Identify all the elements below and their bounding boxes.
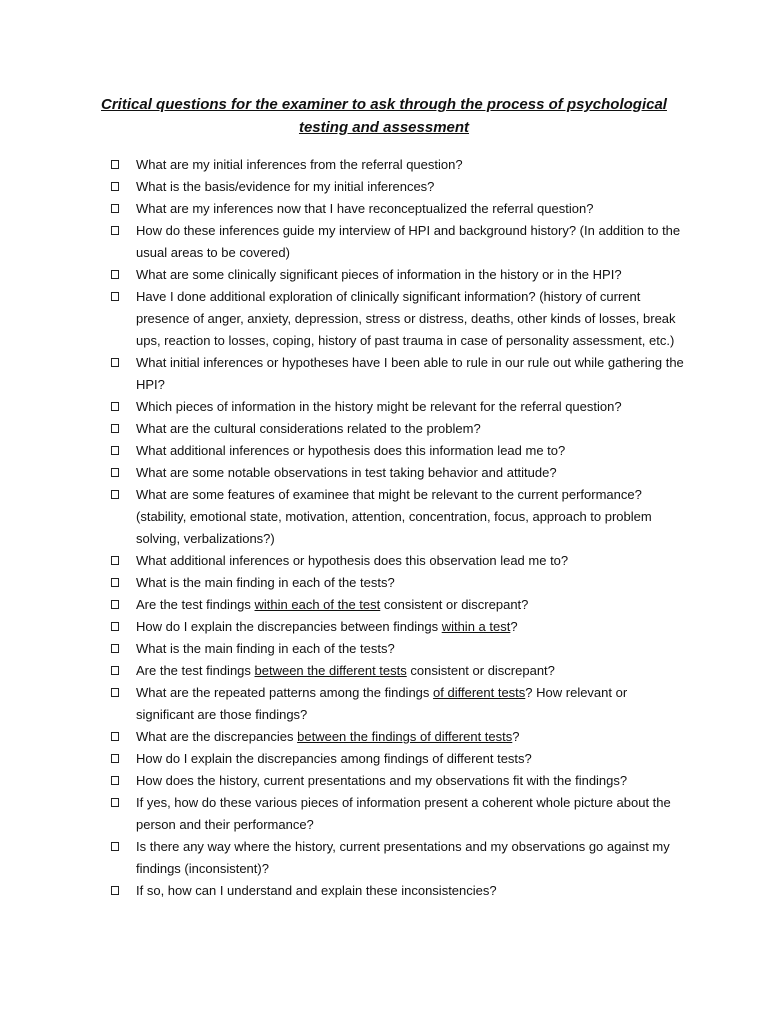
checkbox-icon bbox=[111, 556, 119, 565]
checkbox-icon bbox=[111, 468, 119, 477]
checkbox-icon bbox=[111, 270, 119, 279]
checkbox-icon bbox=[111, 226, 119, 235]
checkbox-icon bbox=[111, 688, 119, 697]
checklist-item bbox=[0, 264, 768, 286]
checklist-item bbox=[0, 660, 768, 682]
checkbox-icon bbox=[111, 622, 119, 631]
item-text-segment: If yes, how do these various pieces of information present a coherent whole picture about the person and their performance? bbox=[136, 795, 671, 832]
item-text-segment: How do I explain the discrepancies among findings of different tests? bbox=[136, 751, 532, 766]
checklist-item bbox=[0, 836, 768, 880]
item-text-segment: consistent or discrepant? bbox=[406, 663, 555, 678]
checklist-item bbox=[0, 352, 768, 396]
checklist-item bbox=[0, 462, 768, 484]
item-text-segment: How does the history, current presentations and my observations fit with the findings? bbox=[136, 773, 628, 788]
checklist-item bbox=[0, 770, 768, 792]
checkbox-icon bbox=[111, 292, 119, 301]
checklist-item bbox=[0, 198, 768, 220]
checklist-item-text bbox=[136, 465, 557, 480]
item-text-segment: consistent or discrepant? bbox=[380, 597, 529, 612]
checklist-item bbox=[0, 396, 768, 418]
item-text-segment: How do I explain the discrepancies between findings bbox=[136, 619, 442, 634]
checklist-item-text bbox=[136, 157, 463, 172]
item-text-segment: What are my initial inferences from the referral question? bbox=[136, 157, 463, 172]
underlined-text: within a test bbox=[441, 619, 511, 634]
checkbox-icon bbox=[111, 402, 119, 411]
item-text-segment: What are some features of examinee that might be relevant to the current performance? (stability, emotional state, motivation, attention, concentration, focus, approach to problem solving, verbalizations?) bbox=[136, 487, 652, 546]
checklist-item bbox=[0, 638, 768, 660]
underlined-text: of different tests bbox=[433, 685, 526, 700]
checkbox-icon bbox=[111, 644, 119, 653]
item-text-segment: What initial inferences or hypotheses have I been able to rule in our rule out while gathering the HPI? bbox=[136, 355, 684, 392]
checklist-item-text bbox=[136, 795, 671, 832]
checklist-item bbox=[0, 616, 768, 638]
checklist-item-text bbox=[136, 685, 627, 722]
checklist-item bbox=[0, 748, 768, 770]
checklist-item-text bbox=[136, 443, 565, 458]
item-text-segment: Which pieces of information in the history might be relevant for the referral question? bbox=[136, 399, 622, 414]
checkbox-icon bbox=[111, 776, 119, 785]
checkbox-icon bbox=[111, 182, 119, 191]
checklist-item bbox=[0, 154, 768, 176]
checklist-item-text bbox=[136, 289, 676, 348]
item-text-segment: What are some clinically significant pieces of information in the history or in the HPI? bbox=[136, 267, 622, 282]
checklist-item-text bbox=[136, 421, 481, 436]
item-text-segment: What is the main finding in each of the tests? bbox=[136, 641, 395, 656]
item-text-segment: What are the repeated patterns among the findings bbox=[136, 685, 434, 700]
checklist-item bbox=[0, 286, 768, 352]
checklist-item-text bbox=[136, 201, 593, 216]
checklist-item bbox=[0, 418, 768, 440]
checkbox-icon bbox=[111, 446, 119, 455]
checklist-item bbox=[0, 220, 768, 264]
question-checklist bbox=[0, 154, 768, 902]
checklist-item bbox=[0, 484, 768, 550]
checklist-item-text bbox=[136, 663, 555, 678]
checklist-item-text bbox=[136, 267, 622, 282]
checklist-item-text bbox=[136, 553, 568, 568]
item-text-segment: ? How relevant or significant are those findings? bbox=[136, 685, 628, 722]
document-title: Critical questions for the examiner to ask through the process of psychological testing and assessment bbox=[101, 96, 667, 136]
checklist-item-text bbox=[136, 729, 520, 744]
checklist-item bbox=[0, 880, 768, 902]
checklist-item bbox=[0, 726, 768, 748]
checklist-item-text bbox=[136, 839, 670, 876]
checkbox-icon bbox=[111, 204, 119, 213]
checklist-item-text bbox=[136, 619, 518, 634]
checklist-item bbox=[0, 550, 768, 572]
item-text-segment: If so, how can I understand and explain these inconsistencies? bbox=[136, 883, 497, 898]
checklist-item-text bbox=[136, 641, 395, 656]
checkbox-icon bbox=[111, 578, 119, 587]
checkbox-icon bbox=[111, 358, 119, 367]
item-text-segment: What is the main finding in each of the tests? bbox=[136, 575, 395, 590]
item-text-segment: ? bbox=[510, 619, 518, 634]
item-text-segment: Is there any way where the history, current presentations and my observations go against my findings (inconsistent)? bbox=[136, 839, 670, 876]
underlined-text: between the different tests bbox=[254, 663, 407, 678]
checklist-item-text bbox=[136, 399, 622, 414]
checklist-item-text bbox=[136, 575, 395, 590]
checklist-item bbox=[0, 572, 768, 594]
checklist-item bbox=[0, 176, 768, 198]
checklist-item-text bbox=[136, 773, 627, 788]
checklist-item bbox=[0, 594, 768, 616]
item-text-segment: What additional inferences or hypothesis does this observation lead me to? bbox=[136, 553, 569, 568]
checklist-item-text bbox=[136, 487, 652, 546]
checkbox-icon bbox=[111, 886, 119, 895]
underlined-text: between the findings of different tests bbox=[297, 729, 513, 744]
checkbox-icon bbox=[111, 842, 119, 851]
checklist-item-text bbox=[136, 179, 434, 194]
checkbox-icon bbox=[111, 424, 119, 433]
item-text-segment: What are the cultural considerations related to the problem? bbox=[136, 421, 481, 436]
checkbox-icon bbox=[111, 490, 119, 499]
checklist-item bbox=[0, 440, 768, 462]
item-text-segment: Have I done additional exploration of clinically significant information? (history of current presence of anger, anxiety, depression, stress or distress, deaths, other kinds of losses, break ups, reaction to losses, coping, history of past trauma in case of personality assessment, etc.) bbox=[136, 289, 676, 348]
checklist-item-text bbox=[136, 883, 497, 898]
item-text-segment: What are some notable observations in test taking behavior and attitude? bbox=[136, 465, 557, 480]
checkbox-icon bbox=[111, 160, 119, 169]
checkbox-icon bbox=[111, 754, 119, 763]
item-text-segment: Are the test findings bbox=[136, 663, 255, 678]
item-text-segment: What are my inferences now that I have reconceptualized the referral question? bbox=[136, 201, 594, 216]
checklist-item-text bbox=[136, 597, 528, 612]
underlined-text: within each of the test bbox=[254, 597, 381, 612]
item-text-segment: Are the test findings bbox=[136, 597, 255, 612]
item-text-segment: What additional inferences or hypothesis does this information lead me to? bbox=[136, 443, 566, 458]
checklist-item-text bbox=[136, 223, 680, 260]
checkbox-icon bbox=[111, 666, 119, 675]
checklist-item bbox=[0, 682, 768, 726]
item-text-segment: What are the discrepancies bbox=[136, 729, 298, 744]
item-text-segment: How do these inferences guide my interview of HPI and background history? (In addition to the usual areas to be covered) bbox=[136, 223, 681, 260]
checklist-item-text bbox=[136, 751, 532, 766]
checklist-item-text bbox=[136, 355, 684, 392]
item-text-segment: What is the basis/evidence for my initial inferences? bbox=[136, 179, 435, 194]
checklist-item bbox=[0, 792, 768, 836]
checkbox-icon bbox=[111, 732, 119, 741]
item-text-segment: ? bbox=[512, 729, 520, 744]
checkbox-icon bbox=[111, 600, 119, 609]
checkbox-icon bbox=[111, 798, 119, 807]
